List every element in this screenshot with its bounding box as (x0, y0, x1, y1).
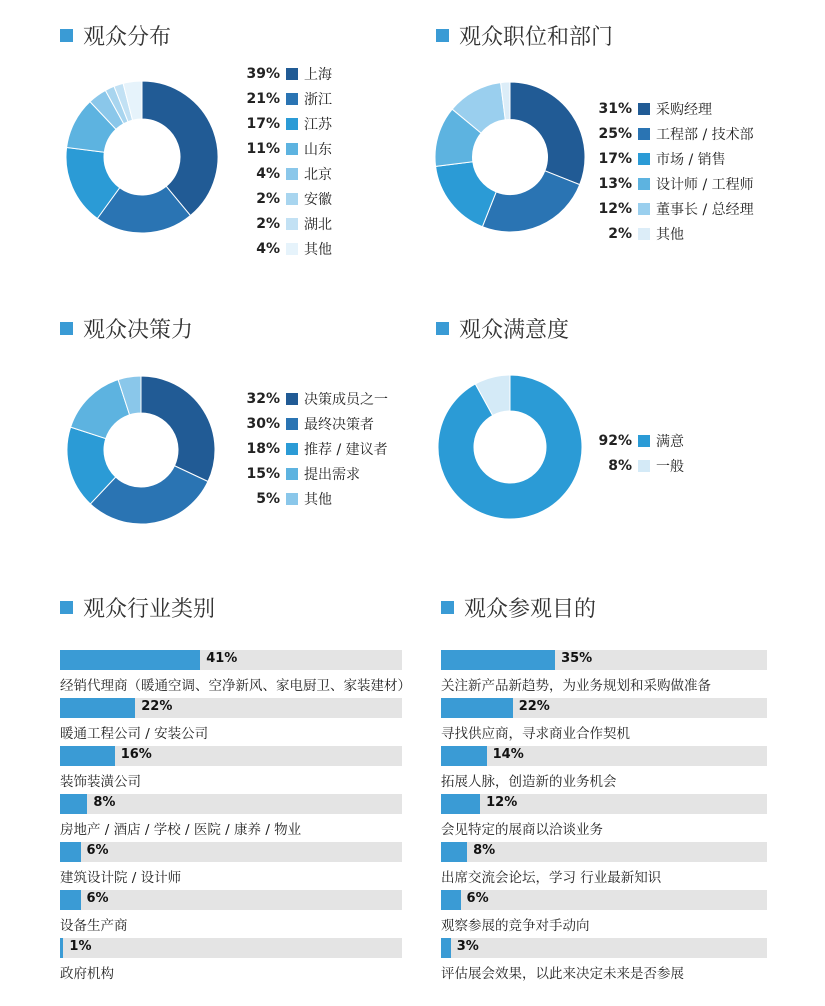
title-purpose (441, 592, 596, 622)
donut-slice-1 (482, 171, 579, 232)
legend-swatch (286, 393, 298, 405)
bar-category-label: 房地产 / 酒店 / 学校 / 医院 / 康养 / 物业 (60, 822, 302, 838)
legend-swatch (286, 468, 298, 480)
legend-swatch (286, 193, 298, 205)
bar-value-label: 8% (473, 843, 496, 858)
bar-fill (441, 698, 513, 718)
legend-label: 山东 (304, 141, 332, 158)
legend-swatch (286, 443, 298, 455)
legend-swatch (286, 418, 298, 430)
bar-fill (60, 650, 200, 670)
legend-item (240, 211, 332, 236)
title-industry (60, 592, 215, 622)
legend-item (592, 453, 684, 478)
legend-value: 8% (608, 457, 632, 474)
legend-value: 92% (598, 432, 632, 449)
bar-track (60, 842, 402, 862)
legend-item (240, 61, 332, 86)
donut-slice-0 (510, 82, 585, 185)
bar-category-label: 经销代理商（暖通空调、空净新风、家电厨卫、家装建材） (60, 678, 411, 694)
legend-swatch (286, 68, 298, 80)
legend-label: 其他 (656, 226, 684, 243)
legend-item (240, 186, 332, 211)
legend-value: 12% (598, 200, 632, 217)
title-text: 观众职位和部门 (459, 24, 614, 50)
bar-value-label: 6% (86, 843, 109, 858)
legend-swatch (638, 178, 650, 190)
bar-category-label: 暖通工程公司 / 安装公司 (60, 726, 209, 742)
bar-row (441, 938, 767, 986)
legend-label: 其他 (304, 241, 332, 258)
bar-category-label: 装饰装潢公司 (60, 774, 141, 790)
donut-position (434, 81, 586, 233)
bar-category-label: 寻找供应商，寻求商业合作契机 (441, 726, 630, 742)
legend-value: 39% (246, 65, 280, 82)
bars-purpose (441, 650, 767, 986)
legend-item (592, 171, 754, 196)
bar-value-label: 8% (93, 795, 116, 810)
bar-row (441, 890, 767, 938)
bar-category-label: 会见特定的展商以洽谈业务 (441, 822, 603, 838)
bar-row (441, 794, 767, 842)
legend-swatch (638, 203, 650, 215)
legend-distribution (240, 61, 332, 261)
bar-row (60, 842, 402, 890)
bar-row (60, 746, 402, 794)
bar-fill (441, 938, 451, 958)
bars-industry (60, 650, 411, 986)
legend-label: 决策成员之一 (304, 391, 388, 408)
bar-value-label: 1% (69, 939, 92, 954)
legend-label: 满意 (656, 433, 684, 450)
legend-item (240, 136, 332, 161)
legend-swatch (286, 143, 298, 155)
legend-label: 一般 (656, 458, 684, 475)
title-distribution (60, 20, 171, 50)
legend-item (240, 436, 388, 461)
bar-row (60, 890, 402, 938)
legend-label: 市场 / 销售 (656, 151, 726, 168)
legend-item (240, 111, 332, 136)
legend-swatch (638, 435, 650, 447)
bar-category-label: 拓展人脉，创造新的业务机会 (441, 774, 617, 790)
title-square-icon (60, 29, 73, 42)
bar-row (60, 650, 411, 698)
legend-value: 11% (246, 140, 280, 157)
title-text: 观众分布 (83, 24, 172, 50)
title-square-icon (436, 322, 449, 335)
legend-swatch (638, 153, 650, 165)
bar-fill (60, 746, 115, 766)
legend-value: 21% (246, 90, 280, 107)
bar-category-label: 建筑设计院 / 设计师 (60, 870, 182, 886)
bar-fill (60, 698, 135, 718)
title-text: 观众满意度 (459, 317, 570, 343)
title-text: 观众参观目的 (464, 596, 597, 622)
legend-item (592, 121, 754, 146)
legend-item (240, 86, 332, 111)
bar-value-label: 22% (518, 699, 550, 714)
bar-value-label: 35% (561, 651, 593, 666)
bar-fill (60, 794, 87, 814)
legend-value: 5% (256, 490, 280, 507)
bar-fill (60, 890, 81, 910)
title-text: 观众行业类别 (83, 596, 216, 622)
legend-satisfaction (592, 428, 684, 478)
bar-track (441, 938, 767, 958)
bar-track (60, 938, 402, 958)
legend-value: 32% (246, 390, 280, 407)
legend-item (240, 486, 388, 511)
legend-value: 15% (246, 465, 280, 482)
bar-value-label: 16% (120, 747, 152, 762)
bar-track (441, 890, 767, 910)
bar-category-label: 观察参展的竞争对手动向 (441, 918, 590, 934)
donut-decision (66, 375, 216, 525)
title-square-icon (60, 322, 73, 335)
legend-label: 上海 (304, 66, 332, 83)
legend-item (592, 196, 754, 221)
legend-item (592, 428, 684, 453)
legend-value: 18% (246, 440, 280, 457)
title-position (436, 20, 613, 50)
legend-value: 2% (256, 190, 280, 207)
bar-fill (60, 938, 63, 958)
bar-row (60, 938, 402, 986)
bar-fill (441, 650, 555, 670)
legend-swatch (286, 493, 298, 505)
legend-swatch (286, 168, 298, 180)
bar-row (441, 650, 767, 698)
legend-swatch (638, 228, 650, 240)
legend-value: 2% (608, 225, 632, 242)
bar-value-label: 6% (466, 891, 489, 906)
legend-item (240, 386, 388, 411)
bar-value-label: 6% (86, 891, 109, 906)
legend-item (240, 411, 388, 436)
bar-value-label: 12% (486, 795, 518, 810)
legend-item (592, 96, 754, 121)
title-square-icon (441, 601, 454, 614)
bar-fill (441, 746, 487, 766)
legend-position (592, 96, 754, 246)
legend-value: 2% (256, 215, 280, 232)
legend-label: 安徽 (304, 191, 332, 208)
legend-value: 31% (598, 100, 632, 117)
bar-fill (60, 842, 81, 862)
legend-label: 江苏 (304, 116, 332, 133)
bar-value-label: 3% (456, 939, 479, 954)
legend-label: 浙江 (304, 91, 332, 108)
legend-value: 25% (598, 125, 632, 142)
legend-value: 4% (256, 240, 280, 257)
legend-value: 30% (246, 415, 280, 432)
bar-value-label: 14% (492, 747, 524, 762)
legend-item (592, 221, 754, 246)
bar-track (60, 890, 402, 910)
legend-value: 17% (598, 150, 632, 167)
legend-label: 湖北 (304, 216, 332, 233)
legend-swatch (286, 118, 298, 130)
title-decision (60, 313, 193, 343)
donut-satisfaction (437, 374, 583, 520)
legend-decision (240, 386, 388, 511)
bar-category-label: 出席交流会论坛，学习 行业最新知识 (441, 870, 662, 886)
bar-value-label: 22% (141, 699, 173, 714)
legend-swatch (286, 243, 298, 255)
legend-label: 最终决策者 (304, 416, 374, 433)
title-satisfaction (436, 313, 569, 343)
legend-label: 采购经理 (656, 101, 712, 118)
bar-track (441, 746, 767, 766)
bar-row (441, 698, 767, 746)
bar-value-label: 41% (206, 651, 238, 666)
legend-label: 董事长 / 总经理 (656, 201, 754, 218)
bar-fill (441, 794, 480, 814)
bar-fill (441, 890, 461, 910)
title-text: 观众决策力 (83, 317, 194, 343)
bar-category-label: 政府机构 (60, 966, 114, 982)
legend-item (240, 161, 332, 186)
legend-label: 工程部 / 技术部 (656, 126, 754, 143)
legend-label: 北京 (304, 166, 332, 183)
legend-value: 17% (246, 115, 280, 132)
bar-row (60, 698, 402, 746)
donut-distribution (65, 80, 219, 234)
bar-category-label: 关注新产品新趋势，为业务规划和采购做准备 (441, 678, 711, 694)
bar-fill (441, 842, 467, 862)
title-square-icon (60, 601, 73, 614)
legend-swatch (638, 103, 650, 115)
legend-value: 4% (256, 165, 280, 182)
legend-swatch (638, 460, 650, 472)
legend-swatch (638, 128, 650, 140)
legend-item (240, 461, 388, 486)
legend-item (240, 236, 332, 261)
legend-swatch (286, 218, 298, 230)
legend-value: 13% (598, 175, 632, 192)
bar-row (60, 794, 402, 842)
legend-label: 推荐 / 建议者 (304, 441, 388, 458)
legend-item (592, 146, 754, 171)
bar-row (441, 842, 767, 890)
bar-category-label: 评估展会效果，以此来决定未来是否参展 (441, 966, 684, 982)
legend-label: 设计师 / 工程师 (656, 176, 754, 193)
legend-swatch (286, 93, 298, 105)
legend-label: 提出需求 (304, 466, 360, 483)
legend-label: 其他 (304, 491, 332, 508)
donut-slice-0 (141, 376, 215, 482)
title-square-icon (436, 29, 449, 42)
bar-row (441, 746, 767, 794)
bar-category-label: 设备生产商 (60, 918, 128, 934)
